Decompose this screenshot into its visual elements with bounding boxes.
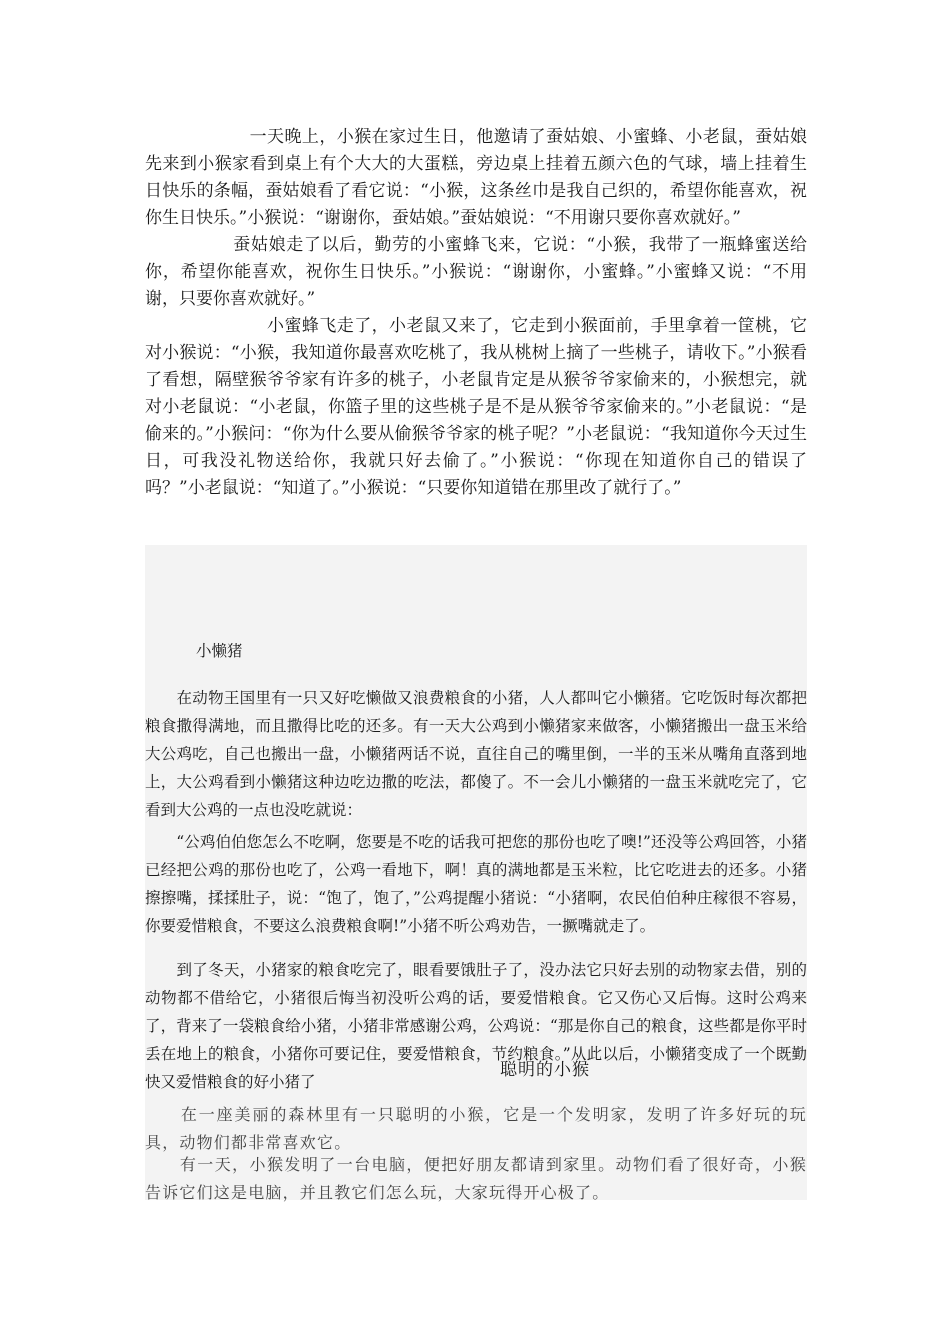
story2-title: 小懒猪: [196, 642, 243, 660]
story3-title: 聪明的小猴: [500, 1060, 590, 1080]
story3-paragraph-1: 在一座美丽的森林里有一只聪明的小猴，它是一个发明家，发明了许多好玩的玩具，动物们都非常喜欢它。: [145, 1105, 807, 1152]
story2-paragraph-1: 在动物王国里有一只又好吃懒做又浪费粮食的小猪，人人都叫它小懒猪。它吃饭时每次都把粮食撒得满地，而且撒得比吃的还多。有一天大公鸡到小懒猪家来做客，小懒猪搬出一盘玉米给大公鸡吃，自己也搬出一盘，小懒猪两话不说，直往自己的嘴里倒，一半的玉米从嘴角直落到地上，大公鸡看到小懒猪这种边吃边撒的吃法，都傻了。不一会儿小懒猪的一盘玉米就吃完了，它看到大公鸡的一点也没吃就说：: [145, 689, 807, 819]
story1-paragraph-3: 小蜜蜂飞走了，小老鼠又来了，它走到小猴面前，手里拿着一筐桃，它对小猴说：“小猴，我知道你最喜欢吃桃了，我从桃树上摘了一些桃子，请收下。”小猴看了看想，隔壁猴爷爷家有许多的桃子，小老鼠肯定是从猴爷爷家偷来的，小猴想完，就对小老鼠说：“小老鼠，你篮子里的这些桃子是不是从猴爷爷家偷来的。”小老鼠说：“是偷来的。”小猴问：“你为什么要从偷猴爷爷家的桃子呢？”小老鼠说：“我知道你今天过生日，可我没礼物送给你，我就只好去偷了。”小猴说：“你现在知道你自己的错误了吗？”小老鼠说：“知道了。”小猴说：“只要你知道错在那里改了就行了。”: [145, 316, 807, 498]
story-birthday-text: [145, 124, 807, 502]
story1-paragraph-1: 一天晚上，小猴在家过生日，他邀请了蚕姑娘、小蜜蜂、小老鼠，蚕姑娘先来到小猴家看到桌上有个大大的大蛋糕，旁边桌上挂着五颜六色的气球，墙上挂着生日快乐的条幅，蚕姑娘看了看它说：“小猴，这条丝巾是我自己织的，希望你能喜欢，祝你生日快乐。”小猴说：“谢谢你，蚕姑娘。”蚕姑娘说：“不用谢只要你喜欢就好。”: [145, 127, 807, 228]
story3-paragraph-2: 有一天，小猴发明了一台电脑，便把好朋友都请到家里。动物们看了很好奇，小猴告诉它们这是电脑，并且教它们怎么玩，大家玩得开心极了。: [145, 1155, 807, 1202]
story1-paragraph-2: 蚕姑娘走了以后，勤劳的小蜜蜂飞来，它说：“小猴，我带了一瓶蜂蜜送给你，希望你能喜欢，祝你生日快乐。”小猴说：“谢谢你，小蜜蜂。”小蜜蜂又说：“不用谢，只要你喜欢就好。”: [145, 235, 807, 309]
story2-paragraph-3: 到了冬天，小猪家的粮食吃完了，眼看要饿肚子了，没办法它只好去别的动物家去借，别的动物都不借给它，小猪很后悔当初没听公鸡的话，要爱惜粮食。它又伤心又后悔。这时公鸡来了，背来了一袋粮食给小猪，小猪非常感谢公鸡，公鸡说：“那是你自己的粮食，这些都是你平时丢在地上的粮食，小猪你可要记住，要爱惜粮食，节约粮食。”从此以后，小懒猪变成了一个既勤快又爱惜粮食的好小猪了: [145, 961, 807, 1091]
story2-paragraph-2: “公鸡伯伯您怎么不吃啊，您要是不吃的话我可把您的那份也吃了噢!”还没等公鸡回答，小猪已经把公鸡的那份也吃了，公鸡一看地下，啊！真的满地都是玉米粒，比它吃进去的还多。小猪擦擦嘴，揉揉肚子，说：“饱了，饱了，”公鸡提醒小猪说：“小猪啊，农民伯伯种庄稼很不容易，你要爱惜粮食，不要这么浪费粮食啊!”小猪不听公鸡劝告，一撅嘴就走了。: [145, 833, 807, 935]
